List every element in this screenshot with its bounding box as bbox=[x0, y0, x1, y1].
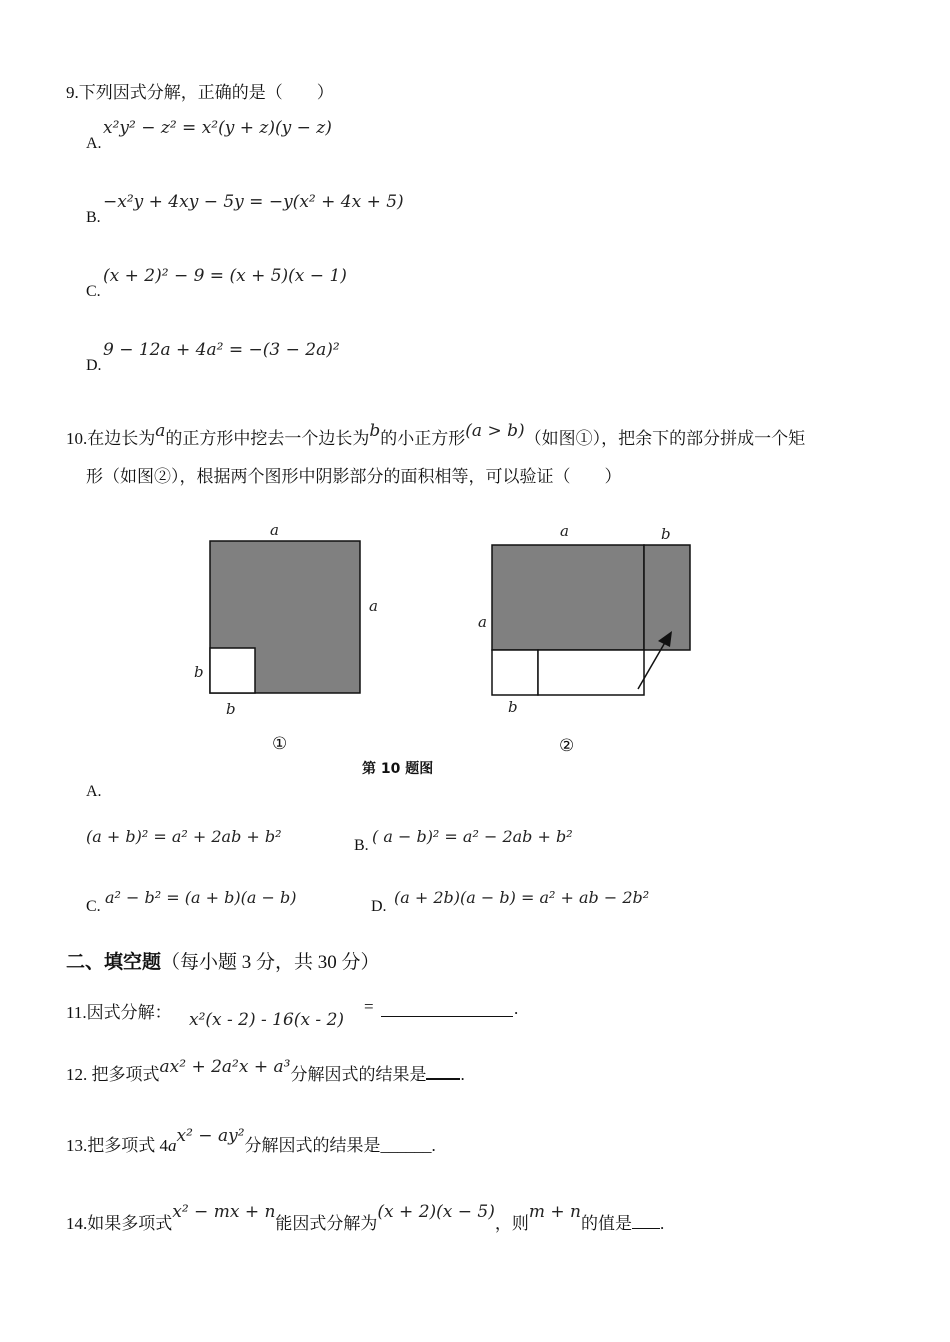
q14-end: . bbox=[660, 1214, 665, 1233]
q10-condition: (a > b) bbox=[465, 421, 525, 441]
q11-math: x²(x - 2) - 16(x - 2) bbox=[189, 1010, 345, 1030]
q13-line bbox=[66, 1126, 436, 1156]
q14-math2: (x + 2)(x − 5) bbox=[377, 1202, 495, 1222]
q10-option-b-math: ( a − b)² = a² − 2ab + b² bbox=[372, 827, 573, 846]
fig2-label-bottom: b bbox=[508, 698, 518, 716]
q12-end: . bbox=[460, 1065, 465, 1084]
q9-option-d-math: 9 − 12a + 4a² = −(3 − 2a)² bbox=[103, 340, 340, 360]
q10-stem-line1 bbox=[66, 421, 806, 449]
q10-option-a-label: A. bbox=[86, 783, 102, 800]
q10-figure bbox=[180, 515, 720, 785]
q10-option-c-math: a² − b² = (a + b)(a − b) bbox=[105, 888, 297, 907]
q13-var-a: a bbox=[168, 1136, 177, 1155]
q10-stem-part2: 的正方形中挖去一个边长为 bbox=[165, 429, 370, 448]
q12-math: ax² + 2a²x + a³ bbox=[159, 1057, 291, 1077]
q10-option-b-label: B. bbox=[354, 837, 369, 854]
section-title-rest: （每小题 3 分，共 30 分） bbox=[161, 952, 380, 973]
q14-math3: m + n bbox=[528, 1202, 581, 1222]
q9-option-c-math: (x + 2)² − 9 = (x + 5)(x − 1) bbox=[103, 266, 347, 286]
figure-caption: 第 10 题图 bbox=[362, 761, 434, 777]
q13-stem: 13.把多项式 4 bbox=[66, 1136, 168, 1155]
q9-option-a-label: A. bbox=[86, 135, 102, 152]
fig2-small-square bbox=[492, 650, 538, 695]
q14-mid: 能因式分解为 bbox=[275, 1214, 378, 1233]
fig1-label-left: b bbox=[194, 663, 204, 681]
q14-math1: x² − mx + n bbox=[172, 1202, 276, 1222]
q12-answer-blank[interactable] bbox=[426, 1062, 460, 1080]
q14-answer-blank[interactable] bbox=[632, 1212, 660, 1229]
q14-mid2: ，则 bbox=[494, 1214, 529, 1233]
q10-stem-line2: 形（如图②），根据两个图形中阴影部分的面积相等，可以验证（ ） bbox=[86, 467, 622, 486]
section-title-bold: 二、填空题 bbox=[66, 952, 162, 973]
fig1-small-square bbox=[210, 648, 255, 693]
q9-option-b-label: B. bbox=[86, 209, 101, 226]
q9-option-d-label: D. bbox=[86, 357, 102, 374]
q13-rest: 分解因式的结果是______. bbox=[244, 1136, 436, 1155]
section-title bbox=[66, 947, 380, 974]
fig1-label-right: a bbox=[369, 597, 378, 615]
fig2-label-top: a bbox=[560, 522, 569, 540]
q9-stem: 9.下列因式分解，正确的是（ ） bbox=[66, 83, 334, 102]
q13-math: x² − ay² bbox=[176, 1126, 245, 1146]
q10-var-a: a bbox=[155, 421, 166, 441]
fig2-label-left: a bbox=[478, 613, 487, 631]
q10-stem-part4: （如图①），把余下的部分拼成一个矩 bbox=[524, 429, 806, 448]
fig1-label-bottom: b bbox=[226, 700, 236, 718]
fig2-label-topright: b bbox=[661, 525, 671, 543]
fig1-label-top: a bbox=[270, 521, 279, 539]
q10-stem-part1: 10.在边长为 bbox=[66, 429, 156, 448]
q11-answer-blank[interactable] bbox=[381, 1000, 513, 1017]
q11-stem: 11.因式分解： bbox=[66, 1003, 172, 1022]
q11-equals: = bbox=[364, 997, 374, 1016]
fig1-caption: ① bbox=[272, 734, 288, 754]
q12-rest: 分解因式的结果是 bbox=[290, 1065, 427, 1084]
q10-option-d-label: D. bbox=[371, 898, 387, 915]
q9-option-c-label: C. bbox=[86, 283, 101, 300]
q9-option-a-math: x²y² − z² = x²(y + z)(y − z) bbox=[103, 118, 332, 138]
q14-line bbox=[66, 1202, 665, 1234]
q10-option-a-math: (a + b)² = a² + 2ab + b² bbox=[86, 827, 282, 846]
q11-end: . bbox=[514, 999, 519, 1018]
q9-option-b-math: −x²y + 4xy − 5y = −y(x² + 4x + 5) bbox=[103, 192, 404, 212]
q12-line bbox=[66, 1057, 465, 1085]
q12-stem: 12. 把多项式 bbox=[66, 1065, 160, 1084]
q10-option-d-math: (a + 2b)(a − b) = a² + ab − 2b² bbox=[394, 888, 650, 907]
fig2-big-rect bbox=[492, 545, 644, 650]
fig2-strip bbox=[644, 545, 690, 650]
fig2-caption: ② bbox=[559, 736, 575, 756]
q14-rest: 的值是 bbox=[581, 1214, 632, 1233]
q14-stem: 14.如果多项式 bbox=[66, 1214, 173, 1233]
q10-var-b: b bbox=[369, 421, 381, 441]
fig2-white-rect bbox=[538, 650, 644, 695]
q10-option-c-label: C. bbox=[86, 898, 101, 915]
q10-stem-part3: 的小正方形 bbox=[380, 429, 466, 448]
